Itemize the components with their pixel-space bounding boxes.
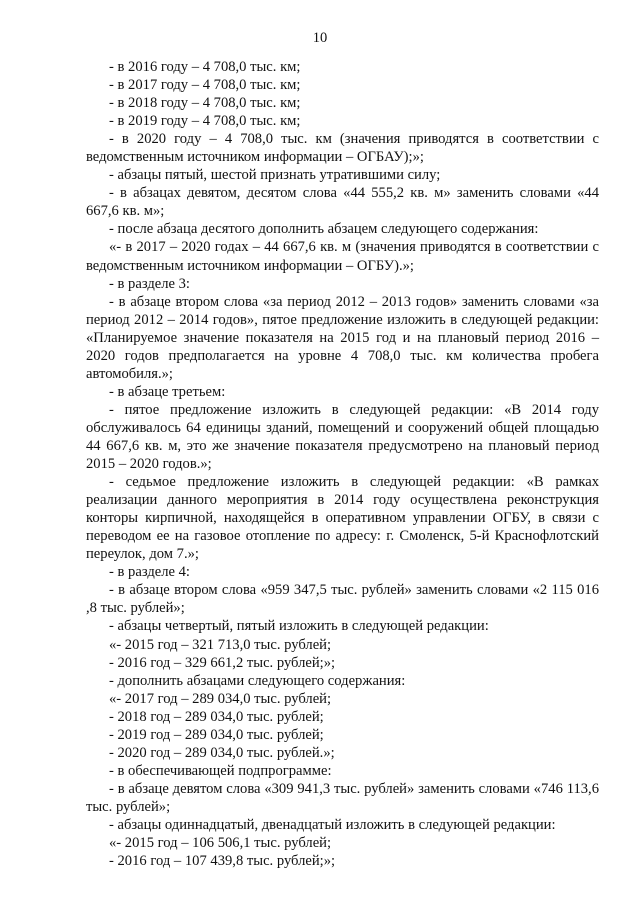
paragraph: «- 2015 год – 321 713,0 тыс. рублей; <box>109 636 332 653</box>
paragraph: - абзацы одиннадцатый, двенадцатый изложить в следующей редакции: <box>109 816 556 833</box>
paragraph: - после абзаца десятого дополнить абзацем следующего содержания: <box>109 221 539 238</box>
paragraph: - 2018 год – 289 034,0 тыс. рублей; <box>109 708 324 725</box>
paragraph: - 2016 год – 107 439,8 тыс. рублей;»; <box>109 853 336 870</box>
paragraph: - в разделе 4: <box>109 564 190 581</box>
page-number: 10 <box>312 30 328 46</box>
paragraph: «- в 2017 – 2020 годах – 44 667,6 кв. м (значения приводятся в соответствии с ведомственным источником информации – ОГБУ).»; <box>86 239 599 274</box>
paragraph: - в 2017 году – 4 708,0 тыс. км; <box>109 77 301 94</box>
paragraph: - абзацы четвертый, пятый изложить в следующей редакции: <box>109 618 489 635</box>
paragraph: - в абзаце третьем: <box>109 383 226 400</box>
paragraph: - в абзаце втором слова «959 347,5 тыс. рублей» заменить словами «2 115 016 ,8 тыс. рублей»; <box>86 582 599 617</box>
paragraph: - 2020 год – 289 034,0 тыс. рублей.»; <box>109 744 335 761</box>
paragraph: - в 2019 году – 4 708,0 тыс. км; <box>109 113 301 130</box>
paragraph: - в обеспечивающей подпрограмме: <box>109 762 332 779</box>
paragraph: - 2019 год – 289 034,0 тыс. рублей; <box>109 726 324 743</box>
paragraph: - пятое предложение изложить в следующей редакции: «В 2014 году обслуживалось 64 единицы зданий, помещений и сооружений общей площадью 44 667,6 кв. м, это же значение показателя предусмотрено на плановый период 2015 – 2020 годов.»; <box>86 401 599 473</box>
paragraph: «- 2015 год – 106 506,1 тыс. рублей; <box>109 835 332 852</box>
paragraph: - в абзаце девятом слова «309 941,3 тыс. рублей» заменить словами «746 113,6 тыс. рублей»; <box>86 780 599 815</box>
paragraph: - в абзацах девятом, десятом слова «44 555,2 кв. м» заменить словами «44 667,6 кв. м»; <box>86 185 599 220</box>
paragraph: - в 2020 году – 4 708,0 тыс. км (значения приводятся в соответствии с ведомственным источником информации – ОГБАУ);»; <box>86 131 599 166</box>
paragraph: - абзацы пятый, шестой признать утратившими силу; <box>109 167 441 184</box>
paragraph: - дополнить абзацами следующего содержания: <box>109 672 406 689</box>
paragraph: - в 2018 году – 4 708,0 тыс. км; <box>109 95 301 112</box>
paragraph: - в разделе 3: <box>109 275 190 292</box>
paragraph: - в абзаце втором слова «за период 2012 – 2013 годов» заменить словами «за период 2012 – 2014 годов», пятое предложение изложить в следующей редакции: «Планируемое значение показателя на 2015 год и на плановый период 2016 – 2020 годов предполагается на уровне 4 708,0 тыс. км количества пробега автомобиля.»; <box>86 293 599 382</box>
paragraph: «- 2017 год – 289 034,0 тыс. рублей; <box>109 690 332 707</box>
paragraph: - в 2016 году – 4 708,0 тыс. км; <box>109 59 301 75</box>
paragraph: - седьмое предложение изложить в следующей редакции: «В рамках реализации данного мероприятия в 2014 году осуществлена реконструкция конторы кирпичной, находящейся в оперативном управлении ОГБУ, в связи с переводом ее на газовое отопление по адресу: г. Смоленск, 5-й Краснофлотский переулок, дом 7.»; <box>86 474 599 563</box>
document-body <box>86 58 599 870</box>
paragraph: - 2016 год – 329 661,2 тыс. рублей;»; <box>109 654 336 671</box>
